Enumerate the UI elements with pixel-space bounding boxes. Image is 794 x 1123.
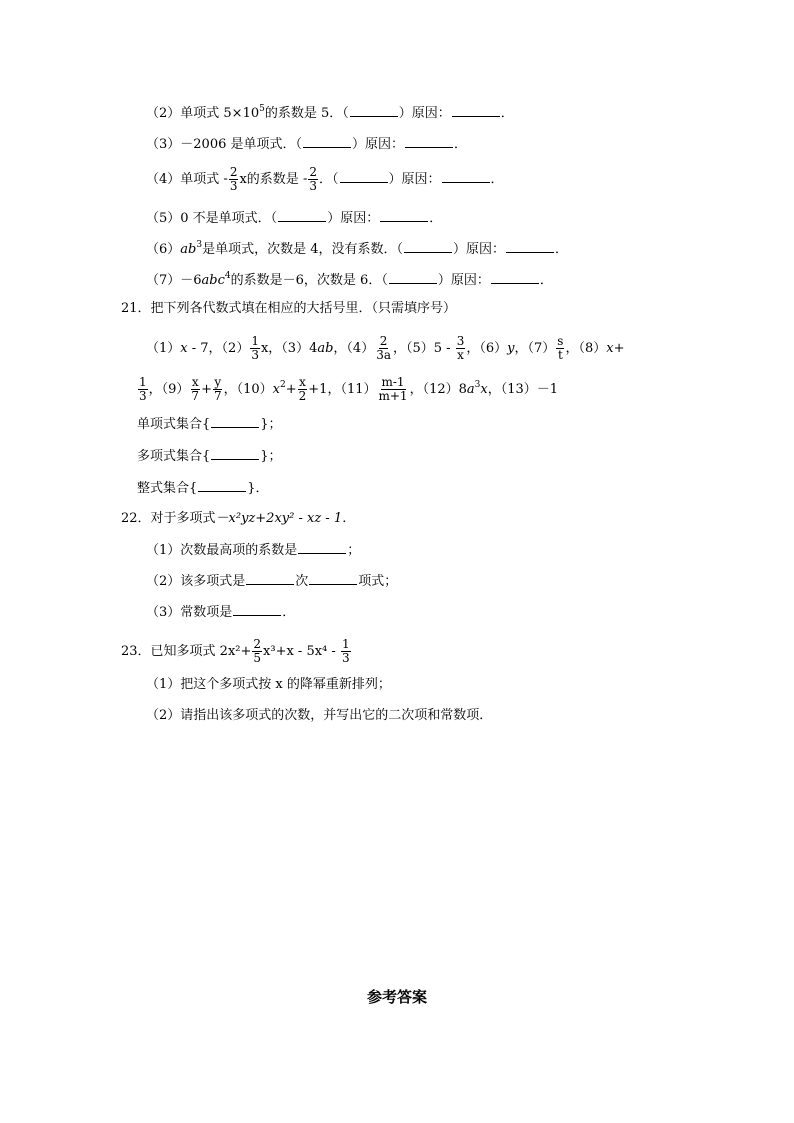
answer-blank[interactable] [389,271,437,284]
reason-blank[interactable] [380,209,428,222]
q21-stem: 21．把下列各代数式填在相应的大括号里．（只需填序号） [121,301,457,316]
fraction: $\frac{2}{3}$ [229,165,238,193]
reason-blank[interactable] [442,170,490,183]
q23-sub2: （2）请指出该多项式的次数，并写出它的二次项和常数项． [146,708,493,723]
q21-expressions-line1: （1）x - 7，（2） $\frac{1}{3}$ x，（3）4ab，（4） $\frac{2}{3a}$ ，（5）5 - $\frac{3}{x}$ ，（6）y，（7） $\frac{s}{t}$ ，（8）x+ [146,334,625,362]
q22-sub1: （1）次数最高项的系数是 ； [146,543,361,558]
q20-item-5: （5）0 不是单项式．（ ）原因： ． [146,211,443,226]
integral-set-blank[interactable] [198,479,246,492]
q20-item-2: （2）单项式 $5\times 10^5$的系数是 5．（ ）原因： ． [146,104,514,121]
term-count-blank[interactable] [309,572,357,585]
q22-sub3: （3）常数项是 ． [146,605,296,620]
q20-item-3: （3）－2006 是单项式．（ ）原因： ． [146,137,468,152]
answer-section-title: 参考答案 [366,988,427,1006]
integral-set-line: 整式集合{ }． [137,481,269,496]
monomial-set-line: 单项式集合{ }； [137,417,282,432]
q22-stem: 22．对于多项式－x²yz+2xy² - xz - 1． [121,511,356,526]
fraction: $\frac{2}{3}$ [309,165,317,193]
q20-item-4: （4）单项式 - $\frac{2}{3}$ x的系数是 - $\frac{2}{3}$ ．（ ）原因： ． [146,165,504,193]
monomial-set-blank[interactable] [211,415,259,428]
answer-blank[interactable] [404,240,452,253]
q22-sub2: （2）该多项式是 次 项式； [146,574,398,589]
constant-term-blank[interactable] [233,603,281,616]
answer-blank[interactable] [340,170,388,183]
q21-expressions-line2: $\frac{1}{3}$ ，（9） $\frac{x}{7}$ + $\frac{y}{7}$ ，$(10)x^2+$ $\frac{x}{2}$ +1，（11） $\frac{m-1}{m+1}$ ，$(12)8a^3x$，（13）－1 [139,375,559,403]
q20-item-6: $(6)ab^3$是单项式，次数是 4，没有系数．（ ）原因： ． [146,240,569,257]
reason-blank[interactable] [491,271,539,284]
answer-blank[interactable] [278,209,326,222]
fraction: $\frac{2}{5}$ [253,637,262,665]
q23-sub1: （1）把这个多项式按 x 的降幂重新排列； [146,677,391,692]
coefficient-blank[interactable] [298,541,346,554]
answer-blank[interactable] [350,104,398,117]
q23-stem: 23．已知多项式 2x²+ $\frac{2}{5}$ x³+x - 5x⁴ - $\frac{1}{3}$ [121,637,350,665]
degree-blank[interactable] [246,572,294,585]
reason-blank[interactable] [452,104,500,117]
q20-item-7: （7）－6abc$^4$的系数是－6，次数是 6．（ ）原因： ． [146,271,553,288]
reason-blank[interactable] [405,135,453,148]
answer-blank[interactable] [303,135,351,148]
reason-blank[interactable] [506,240,554,253]
polynomial-set-line: 多项式集合{ }； [137,449,282,464]
polynomial-set-blank[interactable] [211,447,259,460]
fraction: $\frac{1}{3}$ [341,637,350,665]
